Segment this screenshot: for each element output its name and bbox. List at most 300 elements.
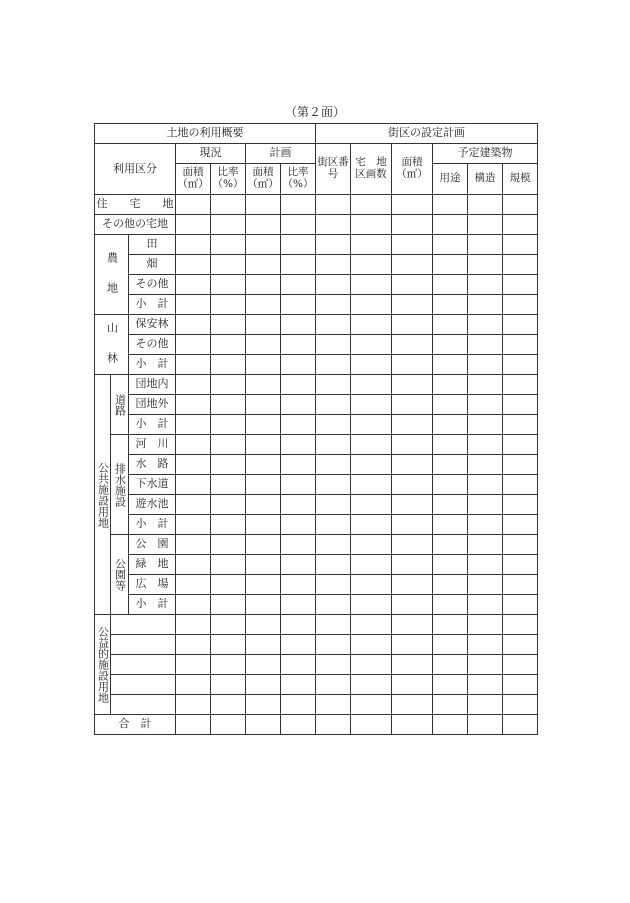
table-cell [246,495,281,515]
table-cell [351,535,392,555]
table-cell [503,715,538,735]
subgroup-drainage [111,435,129,535]
table-cell [468,595,503,615]
table-cell [211,295,246,315]
table-cell [176,375,211,395]
table-cell [351,335,392,355]
row-label-road-inside: 団地内 [129,375,176,395]
table-cell [281,395,316,415]
subgroup-label-parks: 公園等 [113,558,127,591]
table-cell [392,715,433,735]
table-cell [433,355,468,375]
table-cell [281,415,316,435]
table-cell [211,415,246,435]
row-label-total: 合 計 [95,715,176,735]
table-cell [176,455,211,475]
table-cell [503,475,538,495]
table-cell [281,355,316,375]
table-cell [316,575,351,595]
table-cell [281,555,316,575]
table-cell [468,435,503,455]
table-cell [503,395,538,415]
table-cell [281,315,316,335]
table-cell [176,595,211,615]
table-cell [503,415,538,435]
table-cell [503,495,538,515]
table-cell [468,235,503,255]
table-cell [503,595,538,615]
table-cell [246,515,281,535]
table-cell [351,655,392,675]
table-cell [316,315,351,335]
table-cell [316,635,351,655]
table-cell [246,475,281,495]
table-cell [316,275,351,295]
table-cell [468,255,503,275]
table-cell [468,295,503,315]
group-label-farmland: 農 地 [105,252,119,297]
table-cell [468,375,503,395]
table-cell [433,435,468,455]
table-cell [316,455,351,475]
table-cell [211,215,246,235]
table-cell [176,255,211,275]
table-cell [246,595,281,615]
table-cell [433,515,468,535]
table-cell [392,475,433,495]
row-label-forest-subtotal: 小 計 [129,355,176,375]
table-cell [392,355,433,375]
table-cell [176,535,211,555]
table-cell [392,535,433,555]
table-cell [316,435,351,455]
table-cell [503,535,538,555]
table-cell [503,275,538,295]
group-label-public-benefit: 公益的施設用地 [96,626,110,703]
table-cell [176,295,211,315]
table-cell [281,255,316,275]
header-current: 現況 [176,144,246,164]
table-cell [176,475,211,495]
header-use: 用途 [433,164,468,195]
table-cell [503,235,538,255]
table-cell [281,495,316,515]
table-cell [468,355,503,375]
group-farmland [95,235,129,315]
row-label-rice-field: 田 [129,235,176,255]
table-cell [316,695,351,715]
table-cell [176,555,211,575]
table-cell [468,515,503,535]
table-cell [281,575,316,595]
table-cell [246,635,281,655]
row-label-residential: 住 宅 地 [95,195,176,215]
table-cell [281,535,316,555]
table-cell [211,435,246,455]
table-cell [351,215,392,235]
table-cell [316,515,351,535]
table-cell [392,595,433,615]
table-cell [316,555,351,575]
table-cell [281,235,316,255]
table-cell [176,675,211,695]
row-label-road-subtotal: 小 計 [129,415,176,435]
table-cell [351,615,392,635]
header-planned-buildings: 予定建築物 [433,144,538,164]
table-cell [176,335,211,355]
table-cell [316,415,351,435]
table-cell [111,635,176,655]
table-cell [433,655,468,675]
table-cell [246,395,281,415]
table-cell [211,395,246,415]
table-cell [433,455,468,475]
row-label-plaza: 広 場 [129,575,176,595]
row-label-waterway: 水 路 [129,455,176,475]
table-cell [211,515,246,535]
table-cell [211,355,246,375]
table-cell [281,635,316,655]
table-cell [316,715,351,735]
table-cell [176,495,211,515]
page-label: （第２面） [284,105,345,119]
table-cell [316,215,351,235]
table-cell [316,335,351,355]
table-cell [281,435,316,455]
table-cell [468,335,503,355]
table-cell [246,415,281,435]
table-cell [433,535,468,555]
table-cell [211,715,246,735]
group-label-public-facilities: 公共施設用地 [96,461,110,528]
header-plan-area: 面積（㎡） [246,164,281,195]
table-cell [281,515,316,535]
table-cell [316,235,351,255]
table-cell [392,375,433,395]
table-cell [433,675,468,695]
table-cell [503,635,538,655]
table-cell [468,315,503,335]
table-cell [211,555,246,575]
table-cell [351,435,392,455]
table-cell [246,375,281,395]
table-cell [111,615,176,635]
table-cell [503,695,538,715]
table-cell [433,575,468,595]
table-cell [468,575,503,595]
table-cell [281,715,316,735]
table-cell [392,515,433,535]
table-cell [211,535,246,555]
table-cell [281,375,316,395]
table-cell [468,535,503,555]
table-cell [246,535,281,555]
table-cell [246,655,281,675]
table-cell [351,235,392,255]
table-cell [433,555,468,575]
table-cell [433,715,468,735]
table-cell [246,575,281,595]
table-cell [503,455,538,475]
table-cell [433,415,468,435]
table-cell [392,615,433,635]
table-cell [351,355,392,375]
table-cell [111,655,176,675]
table-cell [351,455,392,475]
table-cell [316,535,351,555]
table-cell [176,435,211,455]
table-cell [503,575,538,595]
table-cell [211,255,246,275]
table-cell [211,475,246,495]
table-cell [246,275,281,295]
table-cell [211,575,246,595]
table-cell [211,375,246,395]
table-cell [503,215,538,235]
table-cell [351,195,392,215]
table-cell [468,715,503,735]
table-cell [392,395,433,415]
table-cell [316,475,351,495]
table-cell [351,495,392,515]
row-label-other-residential: その他の宅地 [95,215,176,235]
table-cell [503,615,538,635]
table-cell [246,195,281,215]
table-cell [281,595,316,615]
row-label-park-subtotal: 小 計 [129,595,176,615]
table-cell [176,235,211,255]
table-cell [176,615,211,635]
table-cell [281,455,316,475]
table-cell [503,255,538,275]
table-cell [392,575,433,595]
table-cell [433,595,468,615]
table-cell [111,675,176,695]
header-scale: 規模 [503,164,538,195]
header-plan: 計画 [246,144,316,164]
table-cell [433,215,468,235]
table-cell [246,675,281,695]
table-cell [351,315,392,335]
table-cell [351,295,392,315]
table-cell [246,355,281,375]
land-use-table [94,123,538,735]
table-cell [468,635,503,655]
table-cell [246,455,281,475]
table-cell [392,635,433,655]
table-cell [468,615,503,635]
table-cell [316,495,351,515]
table-cell [351,395,392,415]
table-cell [351,375,392,395]
table-cell [316,395,351,415]
header-current-area: 面積（㎡） [176,164,211,195]
table-cell [211,455,246,475]
table-cell [351,555,392,575]
table-cell [281,475,316,495]
table-cell [246,255,281,275]
table-cell [111,695,176,715]
row-label-protection-forest: 保安林 [129,315,176,335]
table-cell [503,515,538,535]
header-lot-count: 宅 地区画数 [351,144,392,195]
table-cell [281,335,316,355]
table-cell [503,655,538,675]
table-cell [351,575,392,595]
table-cell [211,195,246,215]
table-cell [503,375,538,395]
group-public-benefit [95,615,111,715]
table-cell [468,215,503,235]
table-cell [468,555,503,575]
table-cell [392,195,433,215]
table-cell [433,635,468,655]
table-cell [433,255,468,275]
table-cell [433,395,468,415]
table-cell [316,375,351,395]
table-cell [392,435,433,455]
header-plan-ratio: 比率（%） [281,164,316,195]
table-cell [176,515,211,535]
table-cell [211,615,246,635]
table-cell [246,295,281,315]
table-cell [281,215,316,235]
table-cell [503,435,538,455]
table-cell [211,695,246,715]
row-label-retention-pond: 遊水池 [129,495,176,515]
table-cell [468,675,503,695]
table-cell [246,235,281,255]
table-cell [281,615,316,635]
group-public-facilities [95,375,111,615]
subgroup-roads [111,375,129,435]
table-cell [246,715,281,735]
table-cell [281,675,316,695]
subgroup-label-drainage: 排水施設 [113,462,127,507]
table-cell [503,335,538,355]
table-cell [281,295,316,315]
header-land-use-overview: 土地の利用概要 [95,124,316,144]
table-cell [246,435,281,455]
table-cell [211,655,246,675]
table-cell [503,675,538,695]
table-cell [211,335,246,355]
table-cell [433,695,468,715]
table-cell [503,195,538,215]
table-cell [211,315,246,335]
table-cell [316,355,351,375]
table-cell [176,215,211,235]
group-label-forest: 山 林 [105,322,119,367]
table-cell [246,315,281,335]
table-cell [211,495,246,515]
table-cell [503,315,538,335]
row-label-sewer: 下水道 [129,475,176,495]
table-cell [316,675,351,695]
table-cell [246,615,281,635]
table-cell [433,275,468,295]
table-cell [316,655,351,675]
table-cell [281,275,316,295]
table-cell [176,315,211,335]
table-cell [433,335,468,355]
table-cell [433,195,468,215]
row-label-green: 緑 地 [129,555,176,575]
table-cell [316,615,351,635]
table-cell [468,275,503,295]
table-cell [211,235,246,255]
row-label-dry-field: 畑 [129,255,176,275]
table-cell [392,495,433,515]
table-cell [246,695,281,715]
header-block-plan: 街区の設定計画 [316,124,538,144]
table-cell [281,195,316,215]
table-cell [176,395,211,415]
subgroup-label-roads: 道路 [113,393,127,416]
table-cell [433,295,468,315]
header-use-category: 利用区分 [95,144,176,195]
table-cell [392,695,433,715]
row-label-forest-other: その他 [129,335,176,355]
group-forest [95,315,129,375]
table-cell [351,275,392,295]
table-cell [392,655,433,675]
header-block-number: 街区番号 [316,144,351,195]
table-cell [468,395,503,415]
table-cell [351,515,392,535]
header-block-area: 面積（㎡） [392,144,433,195]
table-cell [246,335,281,355]
table-cell [468,655,503,675]
table-cell [176,575,211,595]
subgroup-parks [111,535,129,615]
table-cell [392,675,433,695]
table-cell [468,475,503,495]
table-cell [392,295,433,315]
header-structure: 構造 [468,164,503,195]
table-cell [433,495,468,515]
row-label-road-outside: 団地外 [129,395,176,415]
table-cell [211,635,246,655]
table-cell [468,495,503,515]
table-cell [351,715,392,735]
header-current-ratio: 比率（%） [211,164,246,195]
table-cell [281,695,316,715]
table-cell [503,295,538,315]
table-cell [176,655,211,675]
table-cell [351,415,392,435]
table-cell [392,215,433,235]
table-cell [176,715,211,735]
table-cell [176,275,211,295]
table-cell [392,415,433,435]
table-cell [392,255,433,275]
table-cell [503,355,538,375]
table-cell [351,675,392,695]
table-cell [468,195,503,215]
table-cell [392,455,433,475]
table-cell [392,335,433,355]
table-cell [468,695,503,715]
table-cell [468,415,503,435]
row-label-farm-other: その他 [129,275,176,295]
table-cell [246,555,281,575]
table-cell [316,195,351,215]
table-cell [468,455,503,475]
table-cell [351,595,392,615]
table-cell [176,195,211,215]
table-cell [211,275,246,295]
